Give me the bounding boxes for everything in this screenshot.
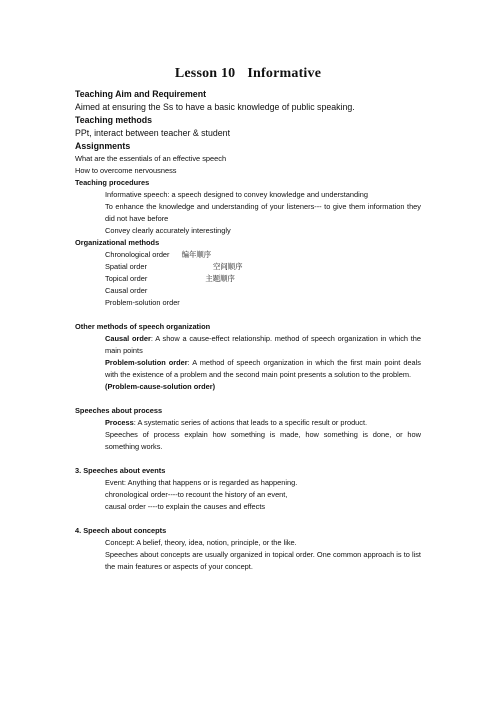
events-item: causal order ----to explain the causes and effects: [105, 502, 266, 511]
assignment-item: What are the essentials of an effective speech: [75, 154, 227, 163]
title-lesson: Lesson 10: [174, 66, 236, 81]
causal-order-label: Causal order: [105, 334, 151, 343]
aim-text: Aimed at ensuring the Ss to have a basic knowledge of public speaking.: [75, 102, 355, 112]
procedure-item: Informative speech: a speech designed to convey knowledge and understanding: [105, 190, 368, 199]
events-heading: 3. Speeches about events: [75, 466, 166, 475]
events-item: chronological order----to recount the history of an event,: [105, 490, 288, 499]
concepts-heading: 4. Speech about concepts: [75, 526, 167, 535]
org-method-en: Spatial order: [105, 262, 147, 271]
other-methods-heading: Other methods of speech organization: [75, 322, 211, 331]
page-title: [0, 66, 496, 82]
events-item: Event: Anything that happens or is regarded as happening.: [105, 478, 298, 487]
org-method-en: Problem-solution order: [105, 298, 180, 307]
org-method-item: [75, 273, 421, 285]
org-method-item: [75, 261, 421, 273]
assignment-item: How to overcome nervousness: [75, 166, 177, 175]
methods-text: PPt, interact between teacher & student: [75, 128, 231, 138]
problem-solution-paragraph: [75, 357, 421, 381]
causal-order-text: : A show a cause-effect relationship. method of speech organization in which the main points: [105, 334, 422, 355]
org-method-cn: 空间顺序: [212, 262, 243, 271]
org-method-en: Topical order: [105, 274, 148, 283]
concepts-item: Speeches about concepts are usually organized in topical order. One common approach is to list the main features or aspects of your concept.: [105, 550, 421, 571]
org-method-item: [75, 249, 421, 261]
aim-heading: Teaching Aim and Requirement: [75, 89, 206, 99]
process-label: Process: [105, 418, 134, 427]
org-method-item: [75, 297, 421, 309]
org-method-cn: 编年顺序: [181, 250, 212, 259]
org-method-item: [75, 285, 421, 297]
methods-heading: Teaching methods: [75, 115, 153, 125]
process-heading: Speeches about process: [75, 406, 163, 415]
title-topic: Informative: [247, 66, 322, 81]
procedure-item: To enhance the knowledge and understanding of your listeners--- to give them information they did not have before: [105, 202, 421, 223]
organizational-heading: Organizational methods: [75, 238, 160, 247]
procedures-heading: Teaching procedures: [75, 178, 150, 187]
org-method-en: Chronological order: [105, 250, 170, 259]
process-definition: [75, 417, 421, 429]
pcs-note: (Problem-cause-solution order): [105, 382, 216, 391]
org-method-cn: 主题顺序: [205, 274, 235, 283]
problem-solution-label: Problem-solution order: [105, 358, 188, 367]
org-method-en: Causal order: [105, 286, 148, 295]
causal-order-paragraph: [75, 333, 421, 357]
procedure-item: Convey clearly accurately interestingly: [105, 226, 231, 235]
concepts-item: Concept: A belief, theory, idea, notion, principle, or the like.: [105, 538, 297, 547]
assignments-heading: Assignments: [75, 141, 131, 151]
process-paragraph: Speeches of process explain how something is made, how something is done, or how something works.: [105, 430, 421, 451]
problem-solution-text: : A method of speech organization in which the first main point deals with the existence of a problem and the second main point presents a solution to the problem.: [105, 358, 421, 379]
process-text: : A systematic series of actions that leads to a specific result or product.: [133, 418, 368, 427]
document-body: [75, 88, 421, 573]
